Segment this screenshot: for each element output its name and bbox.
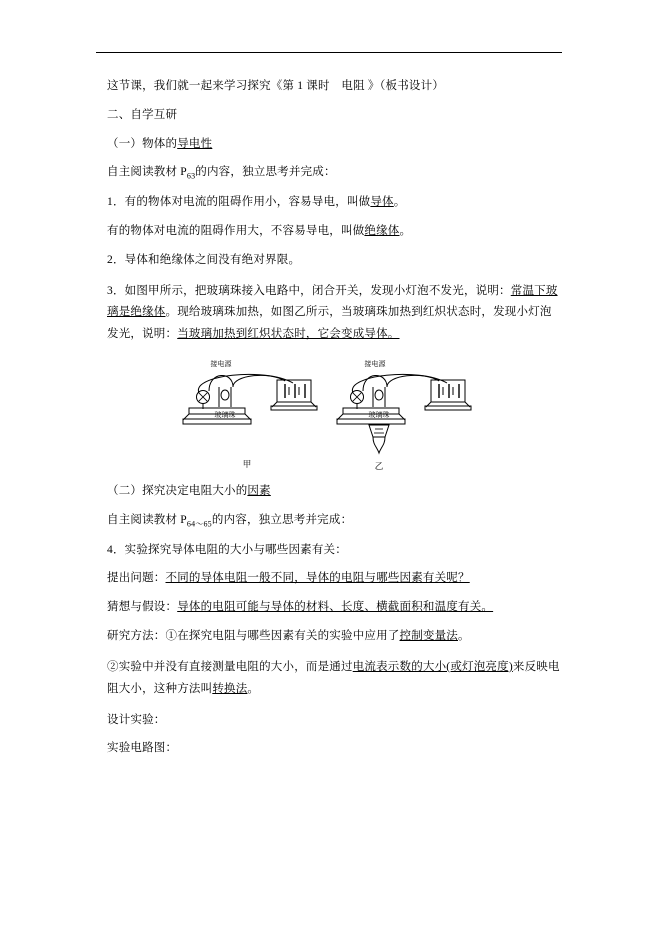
paragraph-subsection-one	[96, 136, 562, 154]
paragraph-item-2: 2．导体和绝缘体之间没有绝对界限。	[107, 253, 301, 266]
subsection-two-prefix: （二）探究决定电阻大小的	[107, 485, 248, 498]
question-prefix: 提出问题：	[107, 572, 166, 585]
caption-right: 乙	[374, 461, 384, 472]
subsection-one-prefix: （一）物体的	[107, 137, 178, 150]
item-1-suffix: 。	[393, 196, 406, 209]
item-1-prefix: 1．有的物体对电流的阻碍作用小，容易导电，叫做	[107, 196, 371, 209]
header-rule	[96, 52, 562, 53]
paragraph-hypothesis	[96, 599, 562, 617]
paragraph-method-1	[96, 628, 562, 646]
item-3-underline-1: 常温下玻璃是绝缘体	[107, 284, 558, 319]
method-1-suffix: 。	[458, 630, 470, 643]
item-3-middle: 。现给玻璃珠加热，如图乙所示，当玻璃珠加热到红炽状态时，发现小灯泡发光，说明：	[107, 306, 552, 341]
hypothesis-prefix: 猜想与假设：	[107, 601, 178, 614]
paragraph-design-experiment: 设计实验：	[107, 713, 166, 726]
figure-glass-bead-circuit	[96, 357, 562, 473]
hypothesis-underline: 导体的电阻可能与导体的材料、长度、横截面积和温度有关。	[177, 601, 494, 614]
paragraph-item-1	[96, 194, 562, 212]
item-1b-underline: 绝缘体	[364, 224, 400, 237]
paragraph-item-3	[96, 281, 562, 347]
item-3-prefix: 3．如图甲所示，把玻璃珠接入电路中，闭合开关，发现小灯泡不发光，说明：	[107, 284, 511, 297]
item-1b-prefix: 有的物体对电流的阻碍作用大，不容易导电，叫做	[107, 224, 365, 237]
label-power-right: 接电源	[364, 361, 386, 369]
paragraph-method-2	[96, 657, 562, 701]
read-p63-suffix: 的内容，独立思考并完成：	[195, 166, 336, 179]
paragraph-circuit-diagram: 实验电路图：	[107, 742, 178, 755]
read-p64-subscript: 64～65	[186, 519, 212, 529]
item-1b-suffix: 。	[399, 224, 412, 237]
method-1-prefix: 研究方法：①在探究电阻与哪些因素有关的实验中应用了	[107, 630, 400, 643]
question-underline: 不同的导体电阻一般不同，导体的电阻与哪些因素有关呢？	[165, 572, 470, 585]
paragraph-question	[96, 570, 562, 588]
read-p64-suffix: 的内容，独立思考并完成：	[211, 513, 353, 526]
read-p64-prefix: 自主阅读教材 P	[107, 513, 187, 526]
method-2-underline-2: 转换法	[212, 682, 248, 695]
method-2-underline-1: 电流表示数的大小(或灯泡亮度)	[352, 660, 513, 673]
paragraph-read-p63	[96, 164, 562, 183]
paragraph-item-1b	[96, 223, 562, 241]
paragraph-item-4: 4．实验探究导体电阻的大小与哪些因素有关：	[107, 543, 347, 556]
figure-svg	[169, 357, 489, 473]
read-p63-prefix: 自主阅读教材 P	[107, 166, 187, 179]
paragraph-intro: 这节课，我们就一起来学习探究《第 1 课时 电阻 》（板书设计）	[107, 80, 445, 92]
subsection-one-underline: 导电性	[177, 137, 213, 150]
method-1-underline: 控制变量法	[399, 630, 458, 643]
read-p63-subscript: 63	[186, 171, 196, 181]
paragraph-subsection-two	[96, 483, 562, 501]
label-bead-left: 玻璃珠	[214, 412, 236, 420]
paragraph-section-two: 二、自学互研	[107, 108, 178, 121]
method-2-suffix: 。	[247, 682, 260, 695]
item-3-underline-2: 当玻璃加热到红炽状态时，它会变成导体。	[177, 328, 400, 341]
method-2-prefix: ②实验中并没有直接测量电阻的大小，而是通过	[107, 660, 353, 673]
caption-left: 甲	[242, 459, 252, 470]
label-bead-right: 玻璃珠	[368, 412, 390, 420]
paragraph-read-p64	[96, 512, 562, 531]
item-1-underline: 导体	[370, 196, 394, 209]
method-2-middle: 来反映电阻大小，这种方法叫	[107, 660, 560, 695]
subsection-two-underline: 因素	[247, 485, 271, 498]
label-power-left: 接电源	[210, 361, 232, 369]
document-body	[96, 0, 562, 758]
